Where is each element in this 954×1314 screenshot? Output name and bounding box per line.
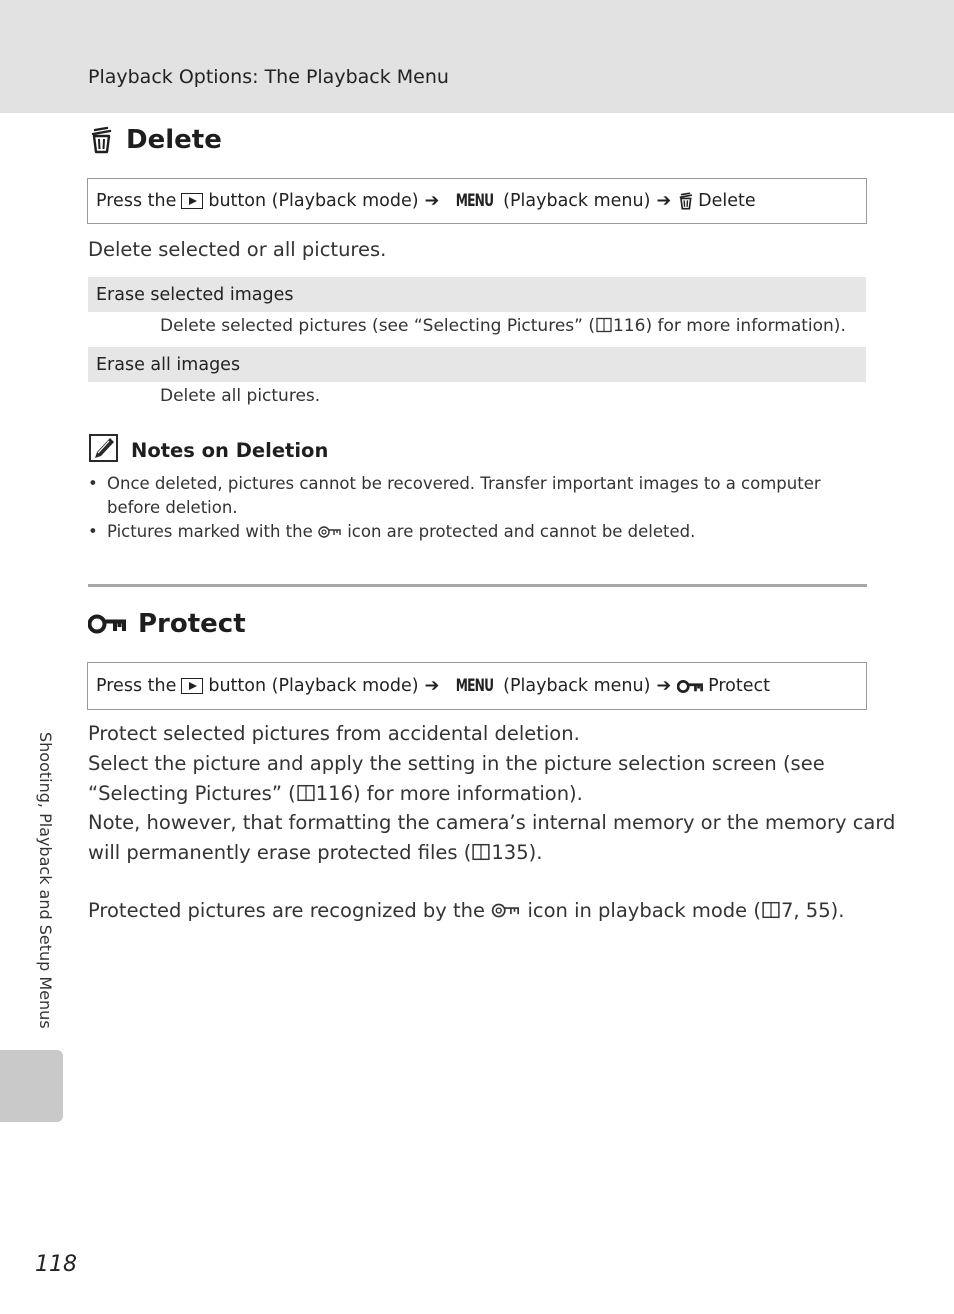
nav-button-mode-text: button (Playback mode) <box>208 191 419 211</box>
notes-title: Notes on Deletion <box>131 439 329 462</box>
page-reference-icon <box>596 317 612 338</box>
text-part: ). <box>528 840 543 864</box>
protect-paragraph-4 <box>88 896 844 928</box>
paragraph-line <box>88 779 825 811</box>
note-text <box>107 520 848 546</box>
note-bullet-1 <box>88 472 848 520</box>
section-divider <box>88 584 867 587</box>
trash-icon <box>88 126 126 154</box>
protect-navigation-path <box>87 662 867 710</box>
text-part: icon in playback mode ( <box>527 899 761 922</box>
note-bullet-2 <box>88 520 848 546</box>
arrow-right-icon: ➔ <box>656 191 672 211</box>
arrow-right-icon: ➔ <box>424 676 440 696</box>
text-part: ) for more information). <box>352 781 583 805</box>
ref-page-number: 135 <box>491 840 529 864</box>
delete-title: Delete <box>126 125 222 155</box>
note-text-part: icon are protected and cannot be deleted. <box>347 522 696 541</box>
paragraph-line: Note, however, that formatting the camera’s internal memory or the memory card <box>88 811 896 834</box>
protect-key-icon <box>677 679 703 694</box>
menu-button-label: MENU <box>455 676 494 696</box>
protect-heading <box>88 609 246 639</box>
trash-icon <box>677 192 694 210</box>
delete-navigation-path <box>87 178 867 224</box>
nav-menu-text: (Playback menu) <box>503 676 651 696</box>
page-number: 118 <box>35 1252 77 1277</box>
running-header-band <box>0 0 954 113</box>
nav-button-mode-text: button (Playback mode) <box>208 676 419 696</box>
chapter-tab <box>0 1050 63 1122</box>
option-erase-all-desc: Delete all pictures. <box>160 386 321 406</box>
text-part: “Selecting Pictures” ( <box>88 781 296 805</box>
protect-paragraph-2 <box>88 749 825 810</box>
nav-target-text: Protect <box>708 676 770 696</box>
nav-target-text: Delete <box>698 191 756 211</box>
arrow-right-icon: ➔ <box>656 676 672 696</box>
note-text-part: Pictures marked with the <box>107 522 313 541</box>
page-reference-icon <box>297 781 315 811</box>
protect-key-icon <box>318 522 342 546</box>
text-part: Protected pictures are recognized by the <box>88 899 486 922</box>
bullet-dot: • <box>88 522 98 541</box>
note-text: Once deleted, pictures cannot be recovered. Transfer important images to a computer before deletion. <box>107 474 821 517</box>
bullet-dot: • <box>88 474 98 493</box>
protect-paragraph-3 <box>88 808 895 869</box>
playback-button-icon <box>181 193 203 209</box>
page-reference-icon <box>472 840 490 870</box>
protect-paragraph-1: Protect selected pictures from accidental deletion. <box>88 722 580 745</box>
playback-button-icon <box>181 678 203 694</box>
paragraph-line <box>88 838 895 870</box>
nav-menu-text: (Playback menu) <box>503 191 651 211</box>
protect-key-icon <box>88 613 138 635</box>
note-pencil-icon <box>89 434 118 462</box>
option-erase-all-label: Erase all images <box>88 347 866 382</box>
nav-press-text: Press the <box>96 191 177 211</box>
option-erase-selected-label: Erase selected images <box>88 277 866 312</box>
desc-text: Delete selected pictures (see “Selecting Pictures” ( <box>160 316 595 336</box>
page-reference-icon <box>762 898 780 928</box>
paragraph-line: Select the picture and apply the setting in the picture selection screen (see <box>88 752 825 775</box>
ref-page-number: 7, 55 <box>781 899 831 922</box>
running-header-title: Playback Options: The Playback Menu <box>88 66 449 88</box>
text-part: will permanently erase protected files ( <box>88 840 472 864</box>
delete-intro: Delete selected or all pictures. <box>88 238 387 261</box>
menu-button-label: MENU <box>455 191 494 211</box>
ref-page-number: 116 <box>612 316 646 336</box>
chapter-side-label: Shooting, Playback and Setup Menus <box>36 732 55 1029</box>
desc-text: ) for more information). <box>645 316 846 336</box>
option-erase-selected-desc <box>160 316 846 338</box>
delete-heading <box>88 125 222 155</box>
protect-title: Protect <box>138 609 246 639</box>
ref-page-number: 116 <box>315 781 353 805</box>
arrow-right-icon: ➔ <box>424 191 440 211</box>
nav-press-text: Press the <box>96 676 177 696</box>
protect-key-icon <box>491 898 521 928</box>
text-part: ). <box>830 899 845 922</box>
